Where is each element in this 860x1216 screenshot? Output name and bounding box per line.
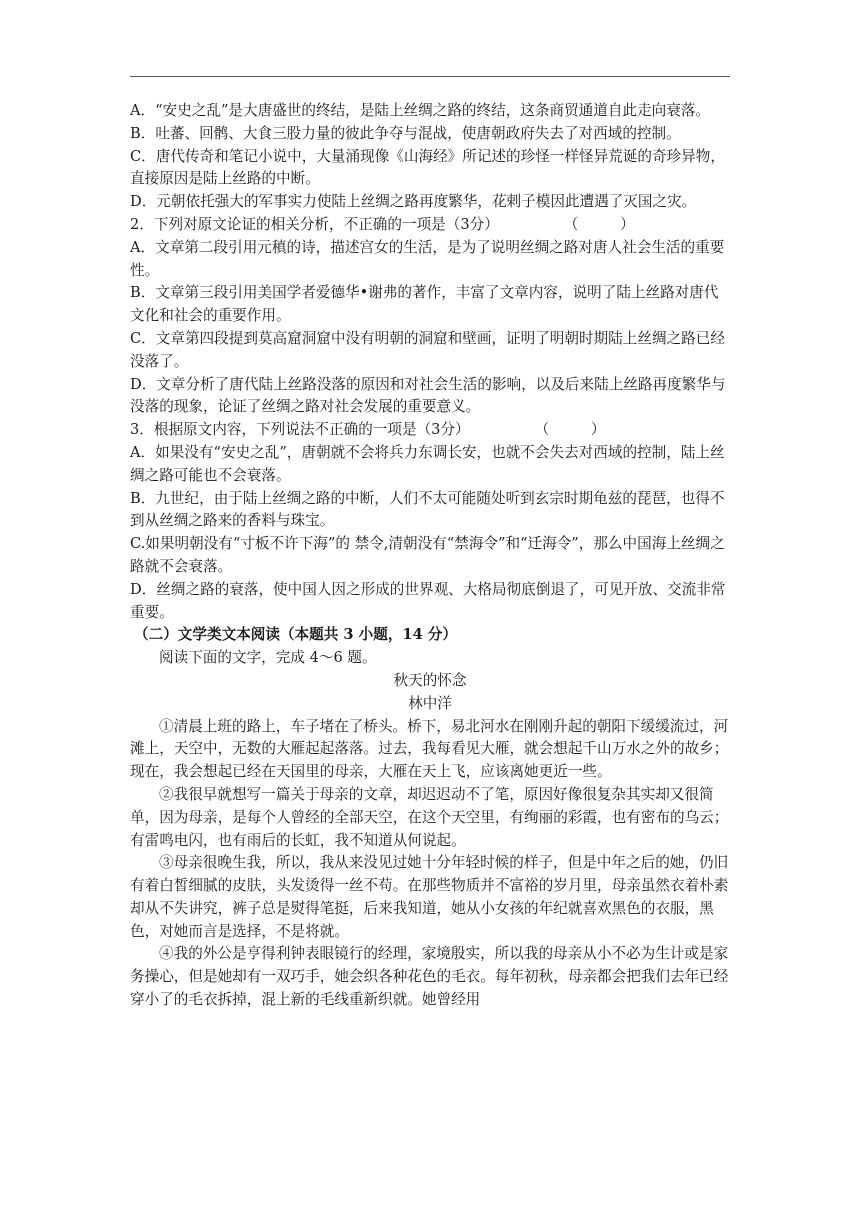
q3-option-c: C.如果明朝没有“寸板不许下海”的 禁令,清朝没有“禁海令”和“迁海令”，那么中国海上丝绸之路就不会衰落。 (130, 535, 725, 575)
essay-title: 秋天的怀念 (393, 671, 467, 689)
q1-option-d: D．元朝依托强大的军事实力使陆上丝绸之路再度繁华，花剌子模因此遭遇了灭国之灾。 (130, 193, 697, 211)
essay-paragraph-4: ④我的外公是亨得利钟表眼镜行的经理，家境殷实，所以我的母亲从小不必为生计或是家务操心，但是她却有一双巧手，她会织各种花色的毛衣。每年初秋，母亲都会把我们去年已经穿小了的毛衣拆掉，混上新的毛线重新织就。她曾经用 (130, 945, 729, 1009)
q3-stem: 3．根据原文内容，下列说法不正确的一项是（3分） （ ） (130, 421, 606, 439)
document-body (130, 100, 730, 1012)
q2-option-c: C．文章第四段提到莫高窟洞窟中没有明朝的洞窟和壁画，证明了明朝时期陆上丝绸之路已经没落了。 (130, 329, 725, 370)
q2-option-a: A．文章第二段引用元稹的诗，描述宫女的生活，是为了说明丝绸之路对唐人社会生活的重要性。 (130, 238, 725, 279)
q1-option-a: A．“安史之乱”是大唐盛世的终结，是陆上丝绸之路的终结，这条商贸通道自此走向衰落。 (130, 102, 711, 119)
reading-instruction: 阅读下面的文字，完成 4～6 题。 (159, 649, 377, 667)
q2-option-b: B．文章第三段引用美国学者爱德华•谢弗的著作，丰富了文章内容，说明了陆上丝路对唐代文化和社会的重要作用。 (130, 284, 719, 325)
essay-paragraph-3: ③母亲很晚生我，所以，我从来没见过她十分年轻时候的样子，但是中年之后的她，仍旧有着白皙细腻的皮肤，头发烫得一丝不苟。在那些物质并不富裕的岁月里，母亲虽然衣着朴素却从不失讲究，裤子总是熨得笔挺，后来我知道，她从小女孩的年纪就喜欢黑色的衣服，黑色，对她而言是选择，不是将就。 (130, 854, 729, 940)
q1-option-b: B．吐蕃、回鹘、大食三股力量的彼此争夺与混战，使唐朝政府失去了对西域的控制。 (130, 124, 681, 142)
q1-option-c: C．唐代传奇和笔记小说中，大量涌现像《山海经》所记述的珍怪一样怪异荒诞的奇珍异物，直接原因是陆上丝路的中断。 (130, 147, 725, 188)
section-heading: （二）文学类文本阅读（本题共 3 小题，14 分） (134, 626, 457, 644)
essay-paragraph-2: ②我很早就想写一篇关于母亲的文章，却迟迟动不了笔，原因好像很复杂其实却又很简单，因为母亲，是每个人曾经的全部天空，在这个天空里，有绚丽的彩霞，也有密布的乌云；有雷鸣电闪，也有雨后的长虹，我不知道从何说起。 (130, 785, 729, 849)
essay-paragraph-1: ①清晨上班的路上，车子堵在了桥头。桥下，易北河水在刚刚升起的朝阳下缓缓流过，河滩上，天空中，无数的大雁起起落落。过去，我每看见大雁，就会想起千山万水之外的故乡；现在，我会想起已经在天国里的母亲，大雁在天上飞，应该离她更近一些。 (130, 717, 729, 781)
q3-option-b: B．九世纪，由于陆上丝绸之路的中断，人们不太可能随处听到玄宗时期龟兹的琵琶，也得不到从丝绸之路来的香料与珠宝。 (130, 489, 725, 530)
essay-author: 林中洋 (408, 694, 452, 712)
q3-option-a: A．如果没有“安史之乱”，唐朝就不会将兵力东调长安，也就不会失去对西域的控制，陆上丝绸之路可能也不会衰落。 (130, 443, 725, 484)
header-rule (130, 76, 730, 77)
q2-stem: 2．下列对原文论证的相关分析，不正确的一项是（3分） （ ） (130, 215, 635, 233)
q2-option-d: D．文章分析了唐代陆上丝路没落的原因和对社会生活的影响，以及后来陆上丝路再度繁华与没落的现象，论证了丝绸之路对社会发展的重要意义。 (130, 375, 726, 416)
q3-option-d: D．丝绸之路的衰落，使中国人因之形成的世界观、大格局彻底倒退了，可见开放、交流非常重要。 (130, 580, 726, 621)
